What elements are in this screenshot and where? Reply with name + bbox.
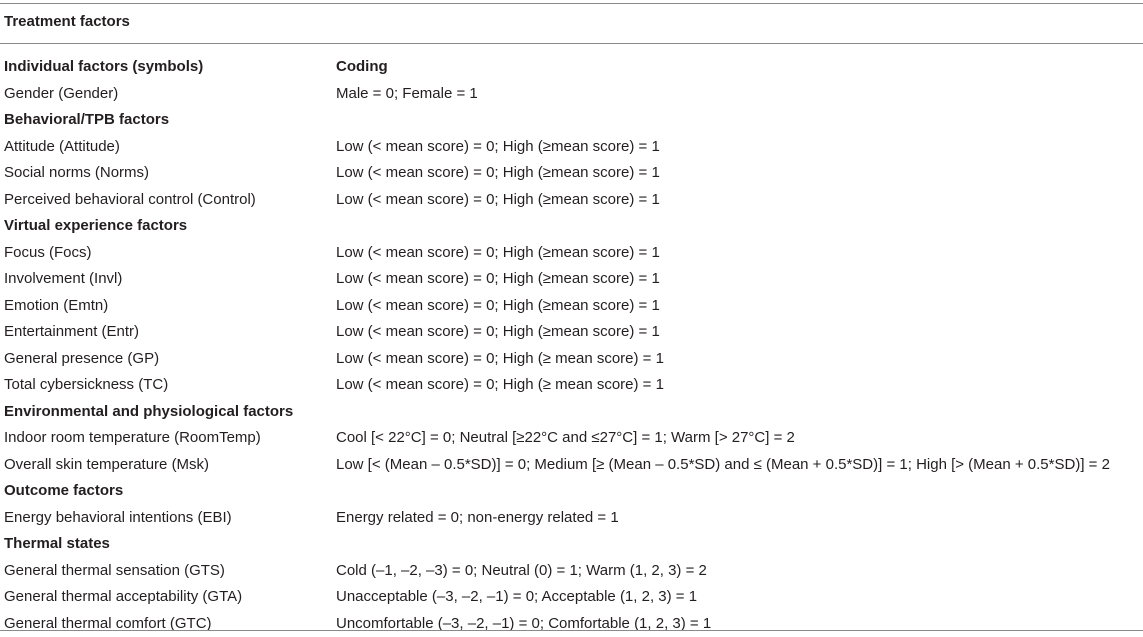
- coding-cell: Low (< mean score) = 0; High (≥mean score) = 1: [336, 187, 660, 214]
- table-row: [0, 160, 1143, 187]
- coding-cell: Low (< mean score) = 0; High (≥mean score) = 1: [336, 319, 660, 346]
- factor-cell: Energy behavioral intentions (EBI): [4, 505, 232, 532]
- factor-cell: General presence (GP): [4, 346, 159, 373]
- table-row: [0, 558, 1143, 585]
- coding-cell: Energy related = 0; non-energy related = 1: [336, 505, 619, 532]
- factor-cell: General thermal acceptability (GTA): [4, 584, 242, 611]
- coding-cell: Male = 0; Female = 1: [336, 81, 478, 108]
- section-header-row: [0, 478, 1143, 505]
- table-row: [0, 240, 1143, 267]
- factor-cell: Gender (Gender): [4, 81, 118, 108]
- table-row: [0, 81, 1143, 108]
- coding-cell: Low (< mean score) = 0; High (≥ mean score) = 1: [336, 372, 664, 399]
- table-row: [0, 187, 1143, 214]
- table-row: [0, 452, 1143, 479]
- table-row: [0, 372, 1143, 399]
- coding-cell: Low (< mean score) = 0; High (≥mean score) = 1: [336, 134, 660, 161]
- factor-cell: Entertainment (Entr): [4, 319, 139, 346]
- section-title: Thermal states: [4, 531, 110, 558]
- factor-cell: Indoor room temperature (RoomTemp): [4, 425, 261, 452]
- section-header-row: [0, 107, 1143, 134]
- section-header-row: [0, 213, 1143, 240]
- factor-cell: Attitude (Attitude): [4, 134, 120, 161]
- table-row: [0, 266, 1143, 293]
- coding-cell: Low (< mean score) = 0; High (≥ mean score) = 1: [336, 346, 664, 373]
- table-row: [0, 584, 1143, 611]
- factor-cell: Social norms (Norms): [4, 160, 149, 187]
- section-header-row: [0, 399, 1143, 426]
- section-title: Behavioral/TPB factors: [4, 107, 169, 134]
- table-row: [0, 346, 1143, 373]
- table-row: [0, 319, 1143, 346]
- coding-cell: Low (< mean score) = 0; High (≥mean score) = 1: [336, 240, 660, 267]
- section-title: Environmental and physiological factors: [4, 399, 293, 426]
- table-row: [0, 425, 1143, 452]
- factor-cell: Total cybersickness (TC): [4, 372, 168, 399]
- coding-cell: Low (< mean score) = 0; High (≥mean score) = 1: [336, 266, 660, 293]
- coding-cell: Low [< (Mean – 0.5*SD)] = 0; Medium [≥ (Mean – 0.5*SD) and ≤ (Mean + 0.5*SD)] = 1; High [> (Mean + 0.5*SD)] = 2: [336, 452, 1110, 479]
- table-header-rule: [0, 43, 1143, 44]
- table-row: [0, 134, 1143, 161]
- factor-cell: Overall skin temperature (Msk): [4, 452, 209, 479]
- coding-cell: Cold (–1, –2, –3) = 0; Neutral (0) = 1; Warm (1, 2, 3) = 2: [336, 558, 707, 585]
- section-title: Outcome factors: [4, 478, 123, 505]
- table-column-header-row: [0, 54, 1143, 81]
- coding-cell: Uncomfortable (–3, –2, –1) = 0; Comfortable (1, 2, 3) = 1: [336, 611, 711, 637]
- section-header-row: [0, 531, 1143, 558]
- column-header-coding: Coding: [336, 54, 388, 81]
- table-body: [0, 54, 1143, 637]
- factor-cell: Focus (Focs): [4, 240, 92, 267]
- factor-cell: Involvement (Invl): [4, 266, 122, 293]
- column-header-factor: Individual factors (symbols): [4, 54, 203, 81]
- coding-cell: Low (< mean score) = 0; High (≥mean score) = 1: [336, 160, 660, 187]
- section-title: Virtual experience factors: [4, 213, 187, 240]
- factor-cell: Emotion (Emtn): [4, 293, 108, 320]
- table-row: [0, 611, 1143, 637]
- coding-cell: Low (< mean score) = 0; High (≥mean score) = 1: [336, 293, 660, 320]
- factor-cell: Perceived behavioral control (Control): [4, 187, 256, 214]
- coding-cell: Cool [< 22°C] = 0; Neutral [≥22°C and ≤27°C] = 1; Warm [> 27°C] = 2: [336, 425, 795, 452]
- factor-cell: General thermal comfort (GTC): [4, 611, 212, 637]
- table-row: [0, 293, 1143, 320]
- table-top-rule: [0, 3, 1143, 4]
- table-row: [0, 505, 1143, 532]
- coding-cell: Unacceptable (–3, –2, –1) = 0; Acceptable (1, 2, 3) = 1: [336, 584, 697, 611]
- factor-cell: General thermal sensation (GTS): [4, 558, 225, 585]
- table-caption: Treatment factors: [4, 12, 130, 32]
